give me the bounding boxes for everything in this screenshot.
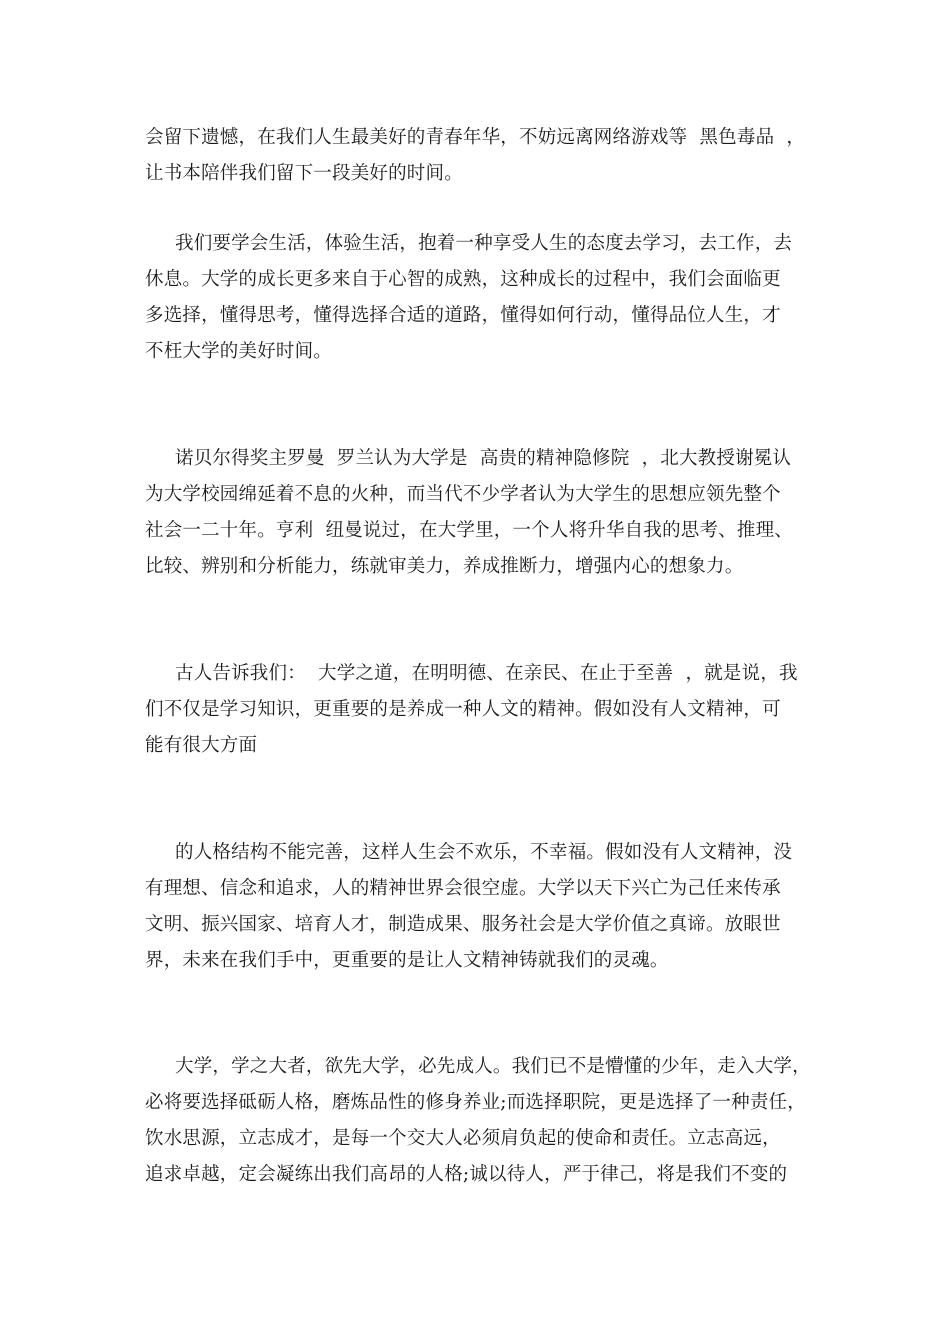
text-line: 有理想、信念和追求，人的精神世界会很空虚。大学以天下兴亡为己任来传承 [145, 878, 781, 899]
text-line: 界，未来在我们手中，更重要的是让人文精神铸就我们的灵魂。 [145, 950, 669, 971]
text-line: 多选择，懂得思考，懂得选择合适的道路，懂得如何行动，懂得品位人生，才 [145, 305, 781, 326]
paragraph-5 [145, 835, 815, 979]
text-line: 们不仅是学习知识，更重要的是养成一种人文的精神。假如没有人文精神，可 [145, 699, 781, 720]
text-line: 古人告诉我们： 大学之道，在明明德、在亲民、在止于至善 ，就是说，我 [175, 663, 798, 684]
text-line: 饮水思源，立志成才，是每一个交大人必须肩负起的使命和责任。立志高远， [145, 1128, 781, 1149]
text-line: 必将要选择砥砺人格，磨炼品性的修身养业;而选择职院，更是选择了一种责任， [145, 1092, 806, 1113]
paragraph-1 [145, 120, 815, 192]
text-line: 不枉大学的美好时间。 [145, 341, 333, 362]
text-line: 文明、振兴国家、培育人才，制造成果、服务社会是大学价值之真谛。放眼世 [145, 914, 781, 935]
paragraph-3 [145, 441, 815, 585]
text-line: 追求卓越，定会凝练出我们高昂的人格;诚以待人，严于律己，将是我们不变的 [145, 1164, 788, 1185]
text-line: 的人格结构不能完善，这样人生会不欢乐，不幸福。假如没有人文精神，没 [175, 842, 793, 863]
paragraph-6 [145, 1049, 815, 1193]
text-line: 让书本陪伴我们留下一段美好的时间。 [145, 163, 463, 184]
paragraph-2 [145, 226, 815, 370]
text-line: 诺贝尔得奖主罗曼 罗兰认为大学是 高贵的精神隐修院 ，北大教授谢冕认 [175, 448, 792, 469]
text-line: 比较、辨别和分析能力，练就审美力，养成推断力，增强内心的想象力。 [145, 556, 744, 577]
text-line: 休息。大学的成长更多来自于心智的成熟，这种成长的过程中，我们会面临更 [145, 269, 781, 290]
text-line: 为大学校园绵延着不息的火种，而当代不少学者认为大学生的思想应领先整个 [145, 484, 781, 505]
text-line: 我们要学会生活，体验生活，抱着一种享受人生的态度去学习，去工作，去 [175, 233, 793, 254]
text-line: 社会一二十年。亨利 纽曼说过，在大学里，一个人将升华自我的思考、推理、 [145, 520, 793, 541]
paragraph-4 [145, 656, 815, 764]
text-line: 能有很大方面 [145, 735, 258, 756]
text-line: 会留下遗憾，在我们人生最美好的青春年华，不妨远离网络游戏等 黑色毒品 ， [145, 127, 806, 148]
text-line: 大学，学之大者，欲先大学，必先成人。我们已不是懵懂的少年，走入大学， [175, 1056, 811, 1077]
